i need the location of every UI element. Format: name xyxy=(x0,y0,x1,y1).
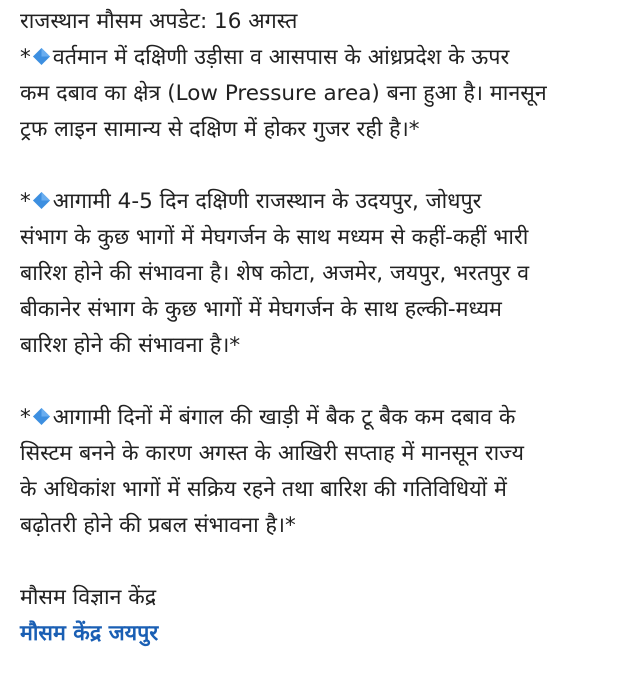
blue-diamond-icon xyxy=(32,191,51,210)
paragraph-2-line-3: बारिश होने की संभावना है। शेष कोटा, अजमेर, जयपुर, भरतपुर व xyxy=(20,261,530,286)
spacer xyxy=(20,148,624,184)
message-title: राजस्थान मौसम अपडेट: 16 अगस्त xyxy=(20,9,298,34)
spacer xyxy=(20,364,624,400)
blue-diamond-icon xyxy=(32,47,51,66)
paragraph-3-line-4: बढ़ोतरी होने की प्रबल संभावना है।* xyxy=(20,513,296,538)
asterisk: * xyxy=(20,405,31,430)
asterisk: * xyxy=(20,45,31,70)
paragraph-2-text: आगामी 4-5 दिन दक्षिणी राजस्थान के उदयपुर, जोधपुर xyxy=(52,189,482,214)
blue-diamond-icon xyxy=(32,407,51,426)
paragraph-1-line-2: कम दबाव का क्षेत्र (Low Pressure area) बना हुआ है। मानसून xyxy=(20,81,547,106)
signature-department: मौसम विज्ञान केंद्र xyxy=(20,585,157,610)
paragraph-3-line-2: सिस्टम बनने के कारण अगस्त के आखिरी सप्ताह में मानसून राज्य xyxy=(20,441,524,466)
paragraph-2-line-1 xyxy=(20,184,624,220)
paragraph-3-line-3: के अधिकांश भागों में सक्रिय रहने तथा बारिश की गतिविधियों में xyxy=(20,477,507,502)
paragraph-3-line-1 xyxy=(20,400,624,436)
paragraph-1-line-3: ट्रफ लाइन सामान्य से दक्षिण में होकर गुजर रही है।* xyxy=(20,117,420,142)
spacer xyxy=(20,544,624,580)
paragraph-2-line-2: संभाग के कुछ भागों में मेघगर्जन के साथ मध्यम से कहीं-कहीं भारी xyxy=(20,225,529,250)
paragraph-2-line-4: बीकानेर संभाग के कुछ भागों में मेघगर्जन के साथ हल्की-मध्यम xyxy=(20,297,502,322)
paragraph-2-line-5: बारिश होने की संभावना है।* xyxy=(20,333,241,358)
paragraph-1-text: वर्तमान में दक्षिणी उड़ीसा व आसपास के आंध्रप्रदेश के ऊपर xyxy=(52,45,510,70)
asterisk: * xyxy=(20,189,31,214)
paragraph-3-text: आगामी दिनों में बंगाल की खाड़ी में बैक टू बैक कम दबाव के xyxy=(52,405,516,430)
message-body xyxy=(20,4,624,652)
paragraph-1-line-1 xyxy=(20,40,624,76)
signature-center: मौसम केंद्र जयपुर xyxy=(20,621,159,646)
